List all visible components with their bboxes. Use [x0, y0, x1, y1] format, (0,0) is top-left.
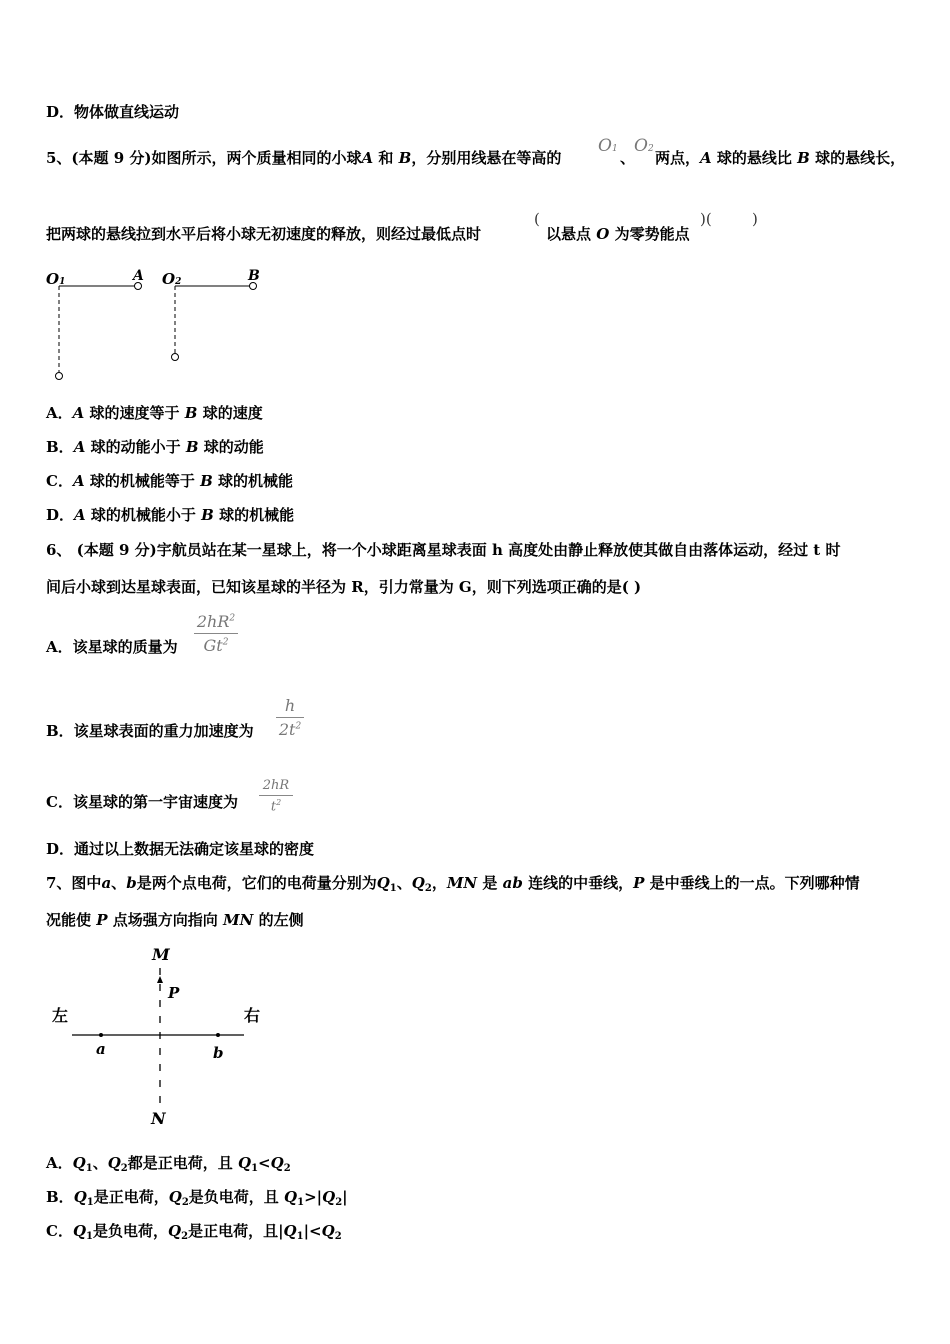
q7-fig-point-a	[99, 1033, 103, 1037]
q5-pendulum-figure	[44, 264, 274, 386]
q5-fig-label-a: A	[133, 268, 144, 284]
q5-option-a: A．A 球的速度等于 B 球的速度	[46, 404, 263, 422]
q7-fig-arrow-up	[157, 976, 163, 983]
q7-option-c: C．$Q_1$是负电荷，$Q_2$是正电荷，且$|Q_1|<Q_2$	[46, 1222, 342, 1242]
q7-stem-line1: 7、图中a、b是两个点电荷，它们的电荷量分别为$Q_1$、$Q_2$，MN 是 ab 连线的中垂线，P 是中垂线上的一点。下列哪种情	[46, 874, 860, 894]
q6-option-b-fraction: h $2t^2$	[276, 696, 304, 739]
q5-fig-ball-b-low	[172, 354, 179, 361]
q5-stem-line2: 把两球的悬线拉到水平后将小球无初速度的释放，则经过最低点时	[46, 225, 482, 243]
q5-option-d: D．A 球的机械能小于 B 球的机械能	[46, 506, 295, 524]
q5-paren-close: )(	[700, 210, 712, 228]
q7-fig-label-b: b	[213, 1044, 224, 1062]
q5-fig-label-o2: O2	[162, 270, 182, 288]
q7-fig-label-a: a	[96, 1040, 106, 1058]
q5-fig-ball-a-low	[56, 373, 63, 380]
q5-paren-open: (	[534, 210, 540, 228]
q7-fig-point-b	[216, 1033, 220, 1037]
q5-o1-symbol: O1	[598, 136, 618, 156]
q5-stem-line1: 5、(本题 9 分)如图所示，两个质量相同的小球A 和 B，分别用线悬在等高的	[46, 149, 562, 167]
q5-option-b: B．A 球的动能小于 B 球的动能	[46, 438, 264, 456]
q4-option-d: D．物体做直线运动	[46, 103, 180, 121]
q7-fig-label-m: M	[152, 945, 170, 964]
q7-fig-label-right: 右	[244, 1006, 261, 1025]
q6-option-c: C．该星球的第一宇宙速度为	[46, 793, 238, 811]
q6-option-b: B．该星球表面的重力加速度为	[46, 722, 254, 740]
q7-field-figure	[44, 940, 274, 1130]
q6-option-c-fraction: 2hR $t^2$	[259, 778, 293, 814]
q6-option-a: A．该星球的质量为	[46, 638, 178, 656]
q7-fig-label-p: P	[168, 984, 180, 1002]
q7-fig-label-n: N	[151, 1109, 166, 1128]
q6-stem-line2: 间后小球到达星球表面，已知该星球的半径为 R，引力常量为 G，则下列选项正确的是( )	[46, 578, 642, 596]
q5-paren-end: )	[752, 210, 758, 228]
q7-option-a: A．$Q_1$、$Q_2$都是正电荷，且 $Q_1<Q_2$	[46, 1154, 291, 1174]
q5-option-c: C．A 球的机械能等于 B 球的机械能	[46, 472, 294, 490]
q7-stem-line2: 况能使 P 点场强方向指向 MN 的左侧	[46, 911, 304, 929]
q5-o2-symbol: O2	[634, 136, 654, 156]
q5-stem-line1-end: 两点，A 球的悬线比 B 球的悬线长，	[655, 149, 906, 167]
q5-stem-line2-mid: 以悬点 O 为零势能点	[546, 225, 690, 243]
q7-fig-label-left: 左	[52, 1006, 69, 1025]
q5-fig-label-o1: O1	[46, 270, 66, 288]
q6-option-a-fraction: $2hR^2$ Gt$^2$	[194, 612, 238, 655]
q5-separator: 、	[620, 149, 636, 167]
q6-option-d: D．通过以上数据无法确定该星球的密度	[46, 840, 315, 858]
q5-fig-label-b: B	[248, 268, 260, 284]
q6-stem-line1: 6、 (本题 9 分)宇航员站在某一星球上，将一个小球距离星球表面 h 高度处由静止释放使其做自由落体运动，经过 t 时	[46, 541, 841, 559]
q7-option-b: B．$Q_1$是正电荷，$Q_2$是负电荷，且 $Q_1>|Q_2|$	[46, 1188, 348, 1208]
